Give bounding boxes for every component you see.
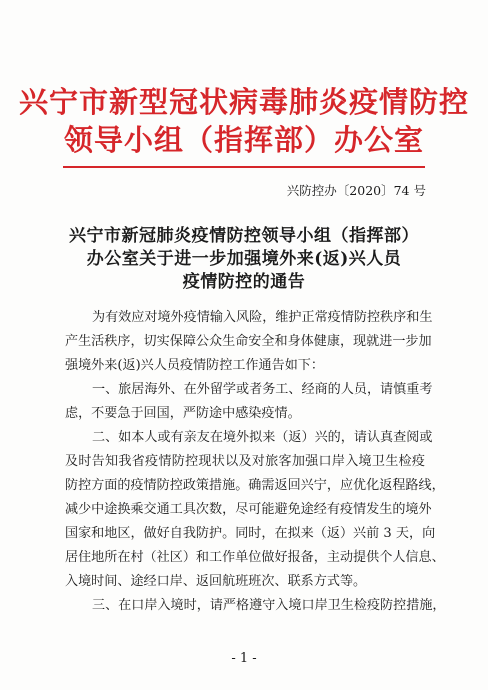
body-line: 虑，不要急于回国，严防途中感染疫情。	[65, 406, 301, 421]
notice-title-line-2: 办公室关于进一步加强境外来(返)兴人员	[86, 249, 402, 269]
issuer-title-line-2: 领导小组（指挥部）办公室	[63, 123, 424, 157]
body-line: 入境时间、途经口岸、返回航班班次、联系方式等。	[65, 574, 367, 589]
notice-title-line-1: 兴宁市新冠肺炎疫情防控领导小组（指挥部）	[69, 226, 419, 246]
body-line: 强境外来(返)兴人员疫情防控工作通告如下：	[65, 358, 324, 373]
body-line: 三、在口岸入境时，请严格遵守入境口岸卫生检疫防控措施，	[92, 598, 446, 613]
body-line: 及时告知我省疫情防控现状以及对旅客加强口岸入境卫生检疫	[65, 454, 425, 469]
body-line: 二、如本人或有亲友在境外拟来（返）兴的，请认真查阅或	[92, 430, 433, 445]
body-line: 为有效应对境外疫情输入风险，维护正常疫情防控秩序和生	[92, 310, 433, 325]
body-line: 居住地所在村（社区）和工作单位做好报备，主动提供个人信息、	[65, 550, 445, 565]
document-number: 兴防控办〔2020〕74 号	[286, 183, 426, 198]
body-line: 产生活秩序，切实保障公众生命安全和身体健康，现就进一步加	[65, 334, 432, 349]
body-line: 防控方面的疫情防控政策措施。确需返回兴宁，应优化返程路线，	[65, 478, 445, 493]
body-line: 国家和地区，做好自我防护。同时，在拟来（返）兴前 3 天，向	[65, 526, 436, 541]
body-line: 减少中途换乘交通工具次数，尽可能避免途经有疫情发生的境外	[65, 502, 432, 517]
notice-title-line-3: 疫情防控的通告	[182, 272, 306, 292]
issuer-title-line-1: 兴宁市新型冠状病毒肺炎疫情防控	[18, 85, 469, 119]
body-line: 一、旅居海外、在外留学或者务工、经商的人员，请慎重考	[92, 382, 433, 397]
red-divider-line	[63, 166, 425, 168]
page-number: - 1 -	[231, 651, 257, 666]
